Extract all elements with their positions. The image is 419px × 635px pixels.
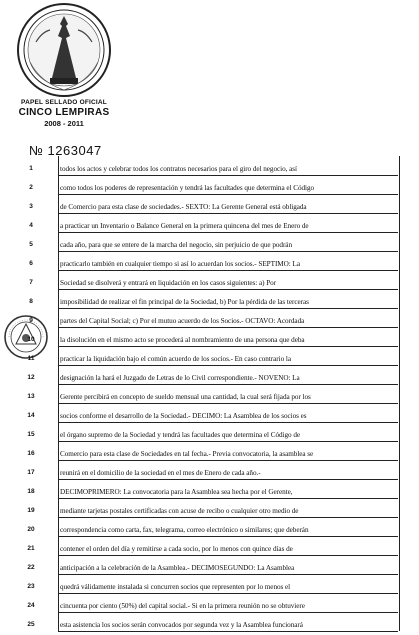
line-number: 17 bbox=[27, 469, 35, 476]
document-line-text: reunirá en el domicilio de la sociedad en el mes de Enero de cada año.- bbox=[60, 469, 261, 477]
document-line-text: DECIMOPRIMERO: La convocatoria para la Asamblea sea hecha por el Gerente, bbox=[60, 488, 293, 496]
line-number: 7 bbox=[29, 279, 33, 286]
official-seal-icon bbox=[16, 2, 112, 98]
document-line bbox=[58, 365, 398, 385]
paper-type-label: PAPEL SELLADO OFICIAL bbox=[21, 99, 107, 106]
line-number: 19 bbox=[27, 507, 35, 514]
line-number: 8 bbox=[29, 298, 33, 305]
document-line-text: Comercio para esta clase de Sociedades en tal fecha.- Previa convocatoria, la asamblea se bbox=[60, 450, 314, 458]
serial-number: № 1263047 bbox=[29, 143, 102, 158]
document-line-text: anticipación a la celebración de la Asamblea.- DECIMOSEGUNDO: La Asamblea bbox=[60, 564, 295, 572]
paper-value-label: CINCO LEMPIRAS bbox=[18, 107, 110, 118]
document-line bbox=[58, 422, 398, 442]
line-number: 24 bbox=[27, 602, 35, 609]
document-line-text: partes del Capital Social; c) Por el mutuo acuerdo de los Socios.- OCTAVO: Acordada bbox=[60, 317, 305, 325]
document-line bbox=[58, 612, 398, 632]
document-line bbox=[58, 593, 398, 613]
line-number: 2 bbox=[29, 184, 33, 191]
line-number: 14 bbox=[27, 412, 35, 419]
document-line-text: cada año, para que se entere de la marcha del negocio, sin perjuicio de que podrán bbox=[60, 241, 292, 249]
document-line-text: el órgano supremo de la Sociedad y tendrá las facultades que determina el Código de bbox=[60, 431, 301, 439]
line-number: 9 bbox=[29, 317, 33, 324]
document-line bbox=[58, 289, 398, 309]
document-line-text: designación la hará el Juzgado de Letras de lo Civil correspondiente.- NOVENO: La bbox=[60, 374, 300, 382]
line-number: 1 bbox=[29, 165, 33, 172]
document-line bbox=[58, 213, 398, 233]
document-line-text: cincuenta por ciento (50%) del capital social.- Si en la primera reunión no se obtuviere bbox=[60, 602, 305, 610]
document-line-text: Sociedad se disolverá y entrará en liquidación en los casos siguientes: a) Por bbox=[60, 279, 277, 287]
document-line bbox=[58, 460, 398, 480]
line-number: 15 bbox=[27, 431, 35, 438]
document-line bbox=[58, 403, 398, 423]
document-line bbox=[58, 156, 398, 176]
document-line-text: esta asistencia los socios serán convocados por segunda vez y la Asamblea funcionará bbox=[60, 621, 303, 629]
document-line-text: correspondencia como carta, fax, telegrama, correo electrónico o similares; que deberán bbox=[60, 526, 309, 534]
document-line-text: Gerente percibirá en concepto de sueldo mensual una cantidad, la cual será fijada por los bbox=[60, 393, 311, 401]
document-line-text: de Comercio para esta clase de sociedades.- SEXTO: La Gerente General está obligada bbox=[60, 203, 307, 211]
line-number: 13 bbox=[27, 393, 35, 400]
document-line bbox=[58, 536, 398, 556]
document-line bbox=[58, 574, 398, 594]
document-line-text: mediante tarjetas postales certificadas con acuse de recibo o cualquier otro medio de bbox=[60, 507, 299, 515]
document-line-text: quedrá válidamente instalada si concurren socios que representen por lo menos el bbox=[60, 583, 291, 591]
document-line bbox=[58, 479, 398, 499]
document-line-text: imposibilidad de realizar el fin principal de la Sociedad, b) Por la pérdida de las terceras bbox=[60, 298, 309, 306]
document-line bbox=[58, 308, 398, 328]
document-line-text: contener el orden del día y remitirse a cada socio, por lo menos con quince días de bbox=[60, 545, 293, 553]
document-line bbox=[58, 270, 398, 290]
document-line bbox=[58, 498, 398, 518]
line-number: 10 bbox=[27, 336, 35, 343]
line-number: 16 bbox=[27, 450, 35, 457]
document-line-text: practicar la liquidación bajo el común acuerdo de los socios.- En caso contrario la bbox=[60, 355, 291, 363]
line-number: 3 bbox=[29, 203, 33, 210]
document-line-text: todos los actos y celebrar todos los contratos necesarios para el giro del negocio, así bbox=[60, 165, 297, 173]
document-line-text: como todos los poderes de representación y tendrá las facultades que determina el Código bbox=[60, 184, 315, 192]
document-line bbox=[58, 384, 398, 404]
document-line bbox=[58, 175, 398, 195]
line-number: 12 bbox=[27, 374, 35, 381]
document-line bbox=[58, 346, 398, 366]
line-number: 5 bbox=[29, 241, 33, 248]
document-line-text: a practicar un Inventario o Balance General en la primera quincena del mes de Enero de bbox=[60, 222, 309, 230]
document-line bbox=[58, 194, 398, 214]
document-line bbox=[58, 327, 398, 347]
document-line bbox=[58, 441, 398, 461]
line-number: 23 bbox=[27, 583, 35, 590]
document-line-text: la disolución en el mismo acto se procederá al nombramiento de una persona que deba bbox=[60, 336, 305, 344]
document-line bbox=[58, 555, 398, 575]
line-number: 6 bbox=[29, 260, 33, 267]
document-line bbox=[58, 232, 398, 252]
line-number: 11 bbox=[27, 355, 35, 362]
document-line bbox=[58, 251, 398, 271]
document-line-text: socios conforme el desarrollo de la Sociedad.- DECIMO: La Asamblea de los socios es bbox=[60, 412, 307, 420]
line-number: 4 bbox=[29, 222, 33, 229]
line-number: 22 bbox=[27, 564, 35, 571]
paper-period-label: 2008 - 2011 bbox=[44, 119, 84, 128]
document-line-text: practicarlo también en cualquier tiempo si así lo acuerdan los socios.- SEPTIMO: La bbox=[60, 260, 300, 268]
line-number: 20 bbox=[27, 526, 35, 533]
line-number: 25 bbox=[27, 621, 35, 628]
line-number: 18 bbox=[27, 488, 35, 495]
document-line bbox=[58, 517, 398, 537]
line-number: 21 bbox=[27, 545, 35, 552]
